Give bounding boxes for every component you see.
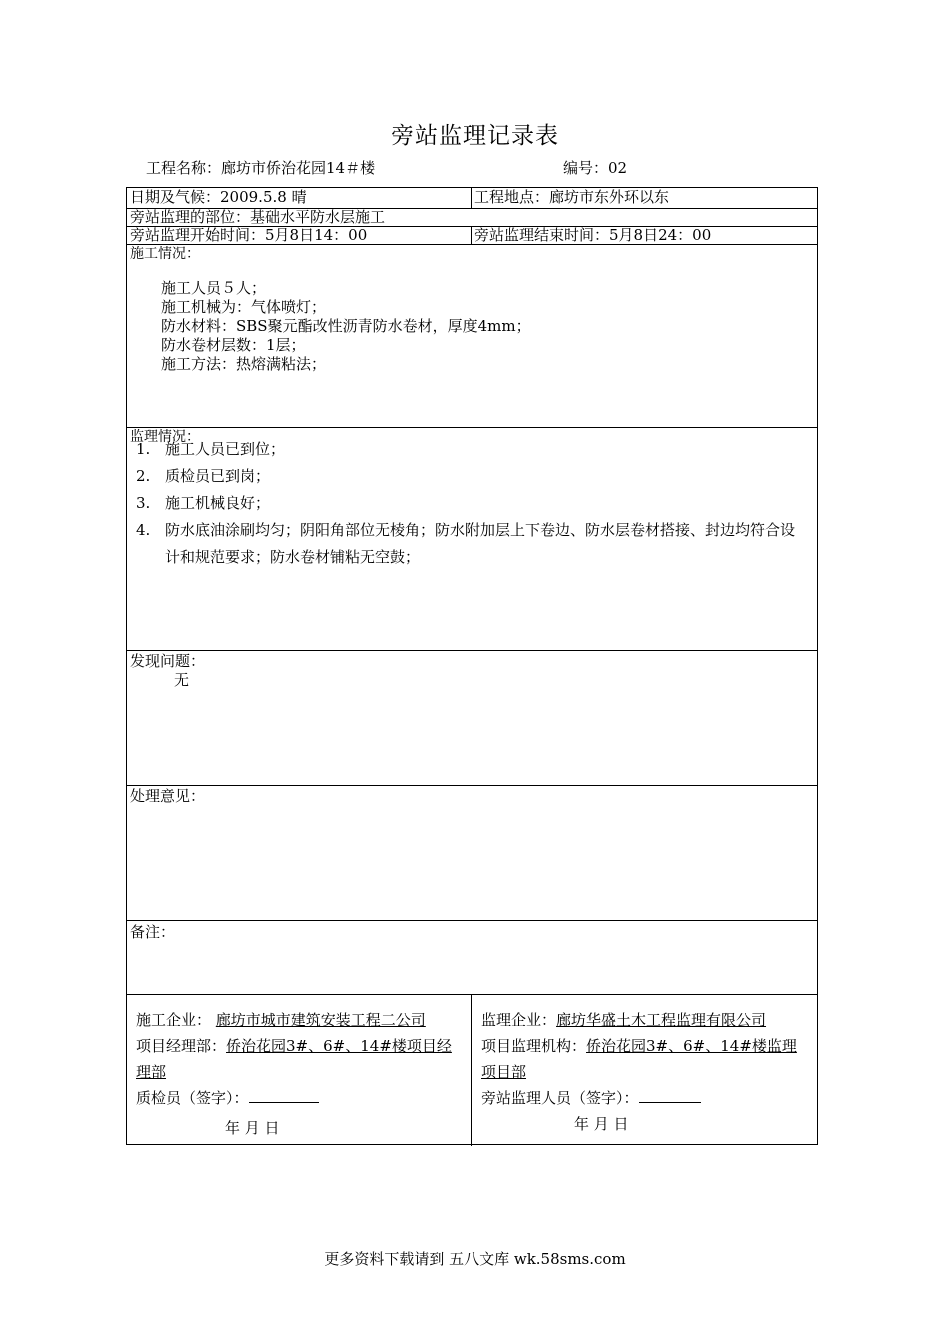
list-item: 防水卷材层数：1层； bbox=[161, 336, 306, 354]
section-remarks bbox=[127, 921, 817, 995]
list-item bbox=[136, 463, 806, 490]
row-part bbox=[127, 209, 817, 227]
start-time: 旁站监理开始时间：5月8日14：00 bbox=[130, 226, 368, 244]
list-item: 施工方法：热熔满粘法； bbox=[161, 355, 327, 373]
list-item: 施工机械为：气体喷灯； bbox=[161, 298, 327, 316]
form-title: 旁站监理记录表 bbox=[391, 123, 559, 149]
supervisor-label: 监理企业： bbox=[481, 1011, 557, 1029]
agency-label: 项目监理机构： bbox=[481, 1037, 587, 1055]
item-number: 4. bbox=[136, 521, 151, 539]
item-text: 防水底油涂刷均匀；阴阳角部位无棱角；防水附加层上下卷边、防水层卷材搭接、封边均符合设计和规范要求；防水卷材铺粘无空鼓； bbox=[165, 521, 796, 566]
contractor-date: 年 月 日 bbox=[225, 1119, 280, 1137]
date-weather: 日期及气候：2009.5.8 晴 bbox=[130, 188, 307, 206]
list-item bbox=[136, 517, 806, 571]
contractor-block bbox=[136, 1007, 464, 1111]
pm-label: 项目经理部： bbox=[136, 1037, 227, 1055]
onsite-label: 旁站监理人员（签字）： bbox=[481, 1089, 639, 1107]
list-item bbox=[136, 436, 806, 463]
section-opinion bbox=[127, 786, 817, 921]
item-number: 1. bbox=[136, 440, 151, 458]
item-text: 质检员已到岗； bbox=[165, 467, 271, 485]
section-issues bbox=[127, 651, 817, 786]
inspector-signature-line bbox=[249, 1087, 319, 1103]
item-text: 施工人员已到位； bbox=[165, 440, 286, 458]
row-time bbox=[127, 227, 817, 245]
issues-label: 发现问题： bbox=[130, 652, 206, 670]
supervision-label: 监理情况： bbox=[130, 429, 200, 445]
project-name: 工程名称：廊坊市侨治花园14＃楼 bbox=[146, 159, 376, 177]
section-signature bbox=[127, 995, 817, 1146]
list-item bbox=[136, 490, 806, 517]
pm-name: 侨治花园3#、6#、14#楼项目经理部 bbox=[136, 1037, 452, 1081]
contractor-label: 施工企业： bbox=[136, 1011, 212, 1029]
contractor-name: 廊坊市城市建筑安装工程二公司 bbox=[215, 1011, 426, 1029]
row-date-location bbox=[127, 188, 817, 209]
inspector-label: 质检员（签字）： bbox=[136, 1089, 249, 1107]
section-construction bbox=[127, 245, 817, 428]
onsite-signature-line bbox=[639, 1087, 701, 1103]
construction-list bbox=[161, 279, 531, 374]
end-time: 旁站监理结束时间：5月8日24：00 bbox=[474, 226, 712, 244]
supervision-list bbox=[136, 436, 806, 571]
list-item: 防水材料：SBS聚元酯改性沥青防水卷材，厚度4mm； bbox=[161, 317, 531, 335]
construction-label: 施工情况： bbox=[130, 246, 200, 262]
item-text: 施工机械良好； bbox=[165, 494, 271, 512]
item-number: 3. bbox=[136, 494, 151, 512]
project-location: 工程地点：廊坊市东外环以东 bbox=[474, 188, 670, 206]
item-number: 2. bbox=[136, 467, 151, 485]
section-supervision bbox=[127, 428, 817, 651]
footer-text: 更多资料下载请到 五八文库 wk.58sms.com bbox=[324, 1250, 626, 1268]
remarks-label: 备注： bbox=[130, 923, 176, 941]
supervision-form-table bbox=[126, 187, 818, 1145]
agency-name: 侨治花园3#、6#、14#楼监理项目部 bbox=[481, 1037, 797, 1081]
list-item: 施工人员５人； bbox=[161, 279, 267, 297]
form-number: 编号：02 bbox=[563, 159, 628, 177]
supervisor-block bbox=[481, 1007, 811, 1111]
supervisor-date: 年 月 日 bbox=[574, 1115, 629, 1133]
issues-value: 无 bbox=[174, 671, 190, 689]
opinion-label: 处理意见： bbox=[130, 787, 206, 805]
supervisor-name: 廊坊华盛土木工程监理有限公司 bbox=[556, 1011, 767, 1029]
supervision-part: 旁站监理的部位：基础水平防水层施工 bbox=[130, 208, 386, 226]
